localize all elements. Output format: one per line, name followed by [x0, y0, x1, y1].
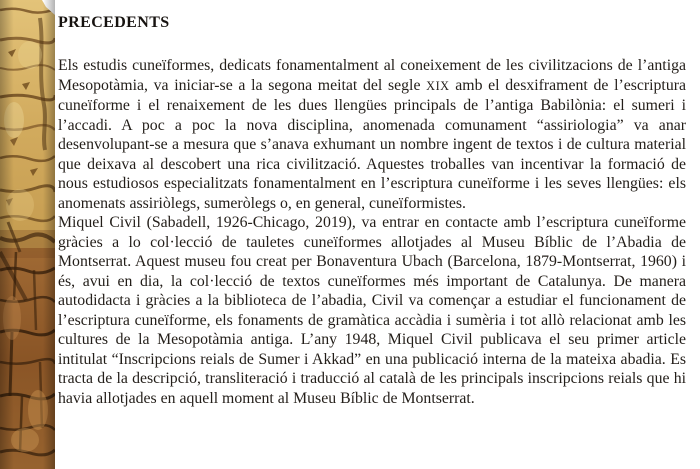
century-smallcaps-text: XIX: [426, 78, 450, 93]
paragraph-precedents-intro: [58, 56, 686, 213]
paragraph-text: amb el desxiframent de l’escriptura cuneïforme i el renaixement de les dues llengües principals de l’antiga Babilònia: el sumeri i l’accadi. A poc a poc la nova disciplina, anomenada comunament “assiriologia” va anar desenvolupant-se a mesura que s’anava exhumant un nombre ingent de textos i de cultura material que deixava al descobert una rica civilització. Aquestes troballes van incentivar la formació de nous estudiosos especialitzats fonamentalment en l’escriptura cuneïforme i les seves llengües: els anomenats assiriòlegs, sumeròlegs o, en general, cuneïformistes.: [58, 76, 686, 212]
paragraph-miquel-civil: Miquel Civil (Sabadell, 1926-Chicago, 2019), va entrar en contacte amb l’escriptura cuneïforme gràcies a lo col·lecció de tauletes cuneïformes allotjades al Museu Bíblic de l’Abadia de Montserrat. Aquest museu fou creat per Bonaventura Ubach (Barcelona, 1879-Montserrat, 1960) i és, avui en dia, la col·lecció de textos cuneïformes més important de Catalunya. De manera autodidacta i gràcies a la biblioteca de l’abadia, Civil va començar a estudiar el funcionament de l’escriptura cuneïforme, els fonaments de gramàtica accàdia i sumèria i tot allò relacionat amb les cultures de la Mesopotàmia antiga. L’any 1948, Miquel Civil publicava el seu primer article intitulat “Inscripcions reials de Sumer i Akkad” en una publicació interna de la mateixa abadia. Es tracta de la descripció, transliteració i traducció al català de les principals inscripcions reials que hi havia allotjades en aquell moment al Museu Bíblic de Montserrat.: [58, 214, 686, 407]
article-body: [58, 56, 686, 408]
cuneiform-tablet-svg: [0, 0, 55, 469]
cuneiform-tablet-image: [0, 0, 55, 469]
article-content: [58, 13, 686, 408]
paragraph-text: Els estudis cuneïformes, dedicats fonamentalment al coneixement de les civilitzacions de l’antiga Mesopotàmia, va iniciar-se a la segona meitat del segle: [58, 57, 686, 94]
page-title: PRECEDENTS: [58, 14, 170, 31]
